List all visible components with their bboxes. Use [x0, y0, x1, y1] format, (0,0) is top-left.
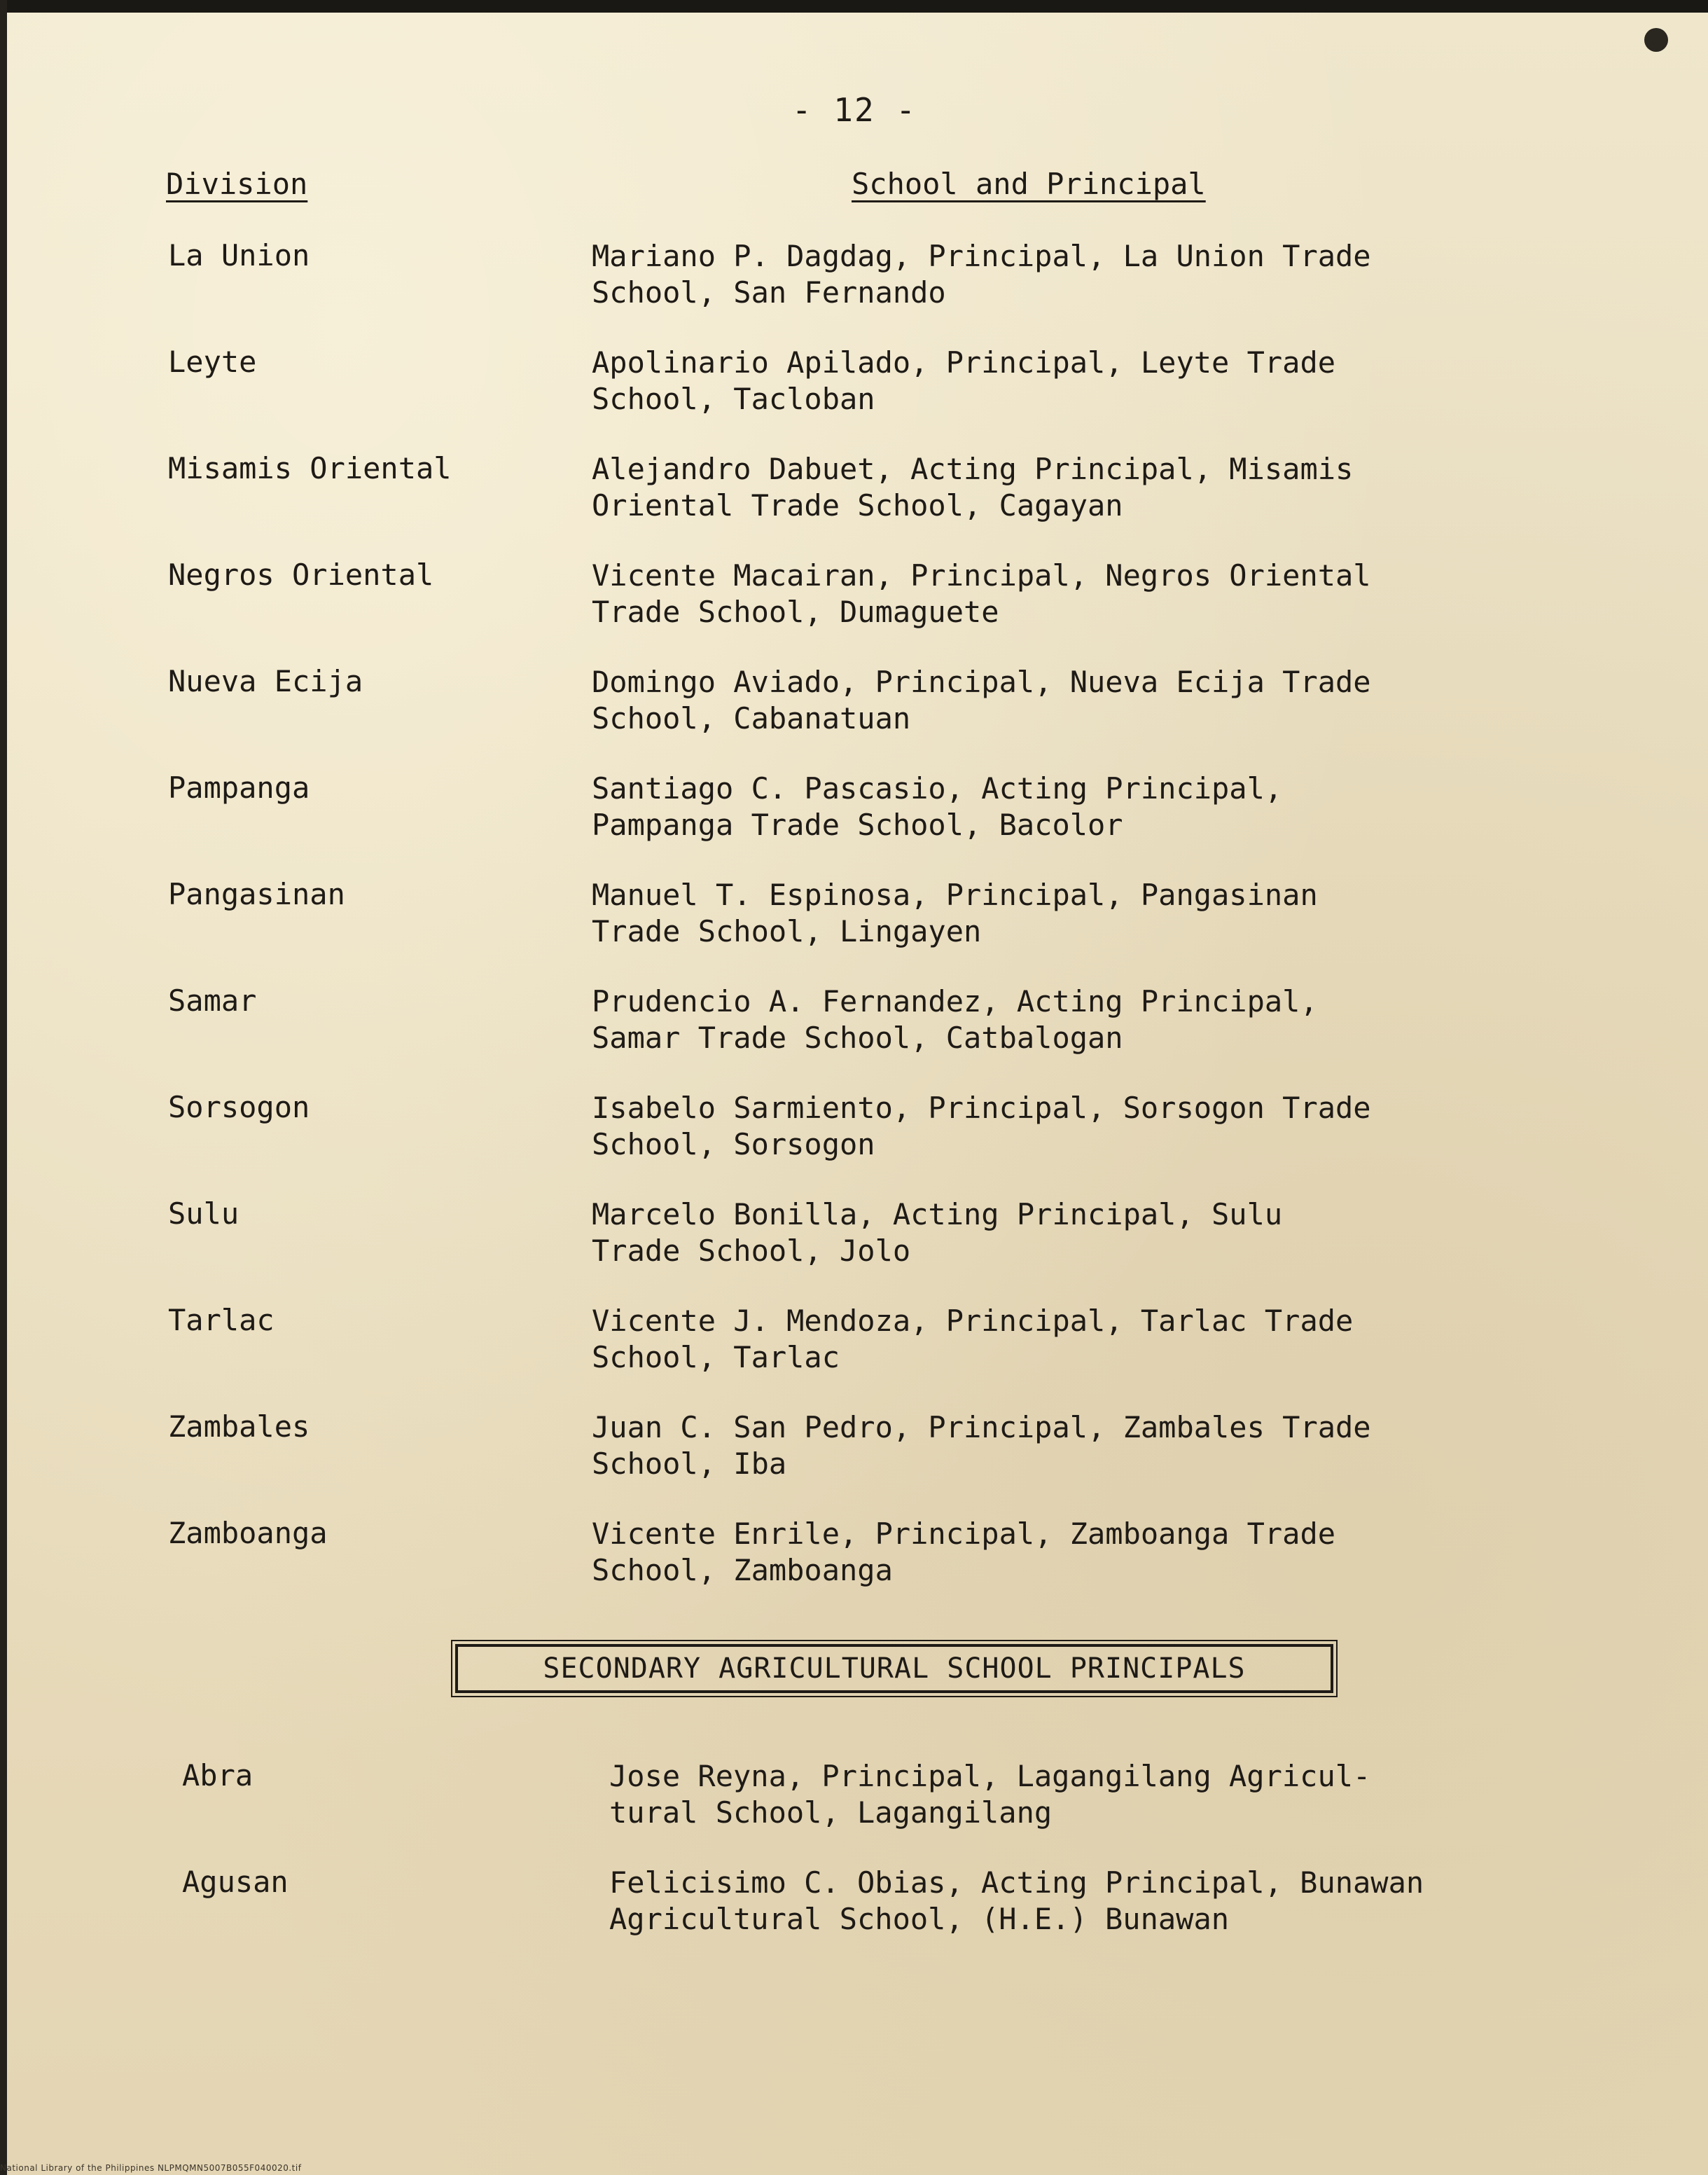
division-name: Pampanga [168, 771, 310, 805]
school-principal: Apolinario Apilado, Principal, Leyte Trade School, Tacloban [592, 345, 1336, 416]
division-name: Nueva Ecija [168, 664, 363, 698]
school-principal: Santiago C. Pascasio, Acting Principal, Pampanga Trade School, Bacolor [592, 771, 1283, 842]
division-name: Misamis Oriental [168, 451, 452, 485]
list-item [0, 558, 1708, 664]
division-name: Zamboanga [168, 1516, 328, 1550]
list-item [0, 1090, 1708, 1196]
archive-footer-credit: National Library of the Philippines NLPMQMN5007B055F040020.tif [0, 2163, 302, 2173]
school-principal: Isabelo Sarmiento, Principal, Sorsogon Trade School, Sorsogon [592, 1091, 1371, 1161]
division-name: La Union [168, 238, 310, 272]
division-name: Agusan [182, 1865, 289, 1899]
school-principal: Felicisimo C. Obias, Acting Principal, Bunawan Agricultural School, (H.E.) Bunawan [609, 1865, 1424, 1936]
list-item [0, 877, 1708, 983]
division-name: Pangasinan [168, 877, 345, 911]
list-item [0, 664, 1708, 771]
school-principal: Juan C. San Pedro, Principal, Zambales Trade School, Iba [592, 1410, 1371, 1481]
list-item [0, 1409, 1708, 1516]
list-item [0, 345, 1708, 451]
school-principal: Alejandro Dabuet, Acting Principal, Misamis Oriental Trade School, Cagayan [592, 452, 1354, 523]
school-principal: Marcelo Bonilla, Acting Principal, Sulu Trade School, Jolo [592, 1197, 1283, 1268]
list-item [0, 1758, 1708, 1865]
school-principal: Jose Reyna, Principal, Lagangilang Agricul- tural School, Lagangilang [609, 1759, 1371, 1830]
punch-hole-icon [1644, 28, 1668, 52]
column-header-division: Division [166, 167, 308, 201]
school-principal: Vicente J. Mendoza, Principal, Tarlac Trade School, Tarlac [592, 1304, 1354, 1374]
school-principal: Mariano P. Dagdag, Principal, La Union Trade School, San Fernando [592, 239, 1371, 310]
school-principal: Vicente Enrile, Principal, Zamboanga Trade School, Zamboanga [592, 1517, 1336, 1587]
school-principal: Manuel T. Espinosa, Principal, Pangasinan Trade School, Lingayen [592, 878, 1318, 948]
list-item [0, 1865, 1708, 1971]
list-item [0, 1196, 1708, 1303]
page-number: - 12 - [791, 91, 917, 129]
division-name: Sulu [168, 1196, 239, 1231]
division-name: Samar [168, 983, 257, 1018]
school-principal: Domingo Aviado, Principal, Nueva Ecija Trade School, Cabanatuan [592, 665, 1371, 736]
division-name: Zambales [168, 1409, 310, 1444]
division-name: Tarlac [168, 1303, 275, 1337]
scan-edge-top [0, 0, 1708, 13]
division-name: Sorsogon [168, 1090, 310, 1124]
list-item [0, 1516, 1708, 1622]
agricultural-school-list [0, 1758, 1708, 1971]
trade-school-list [0, 238, 1708, 1622]
list-item [0, 983, 1708, 1090]
division-name: Leyte [168, 345, 257, 379]
school-principal: Prudencio A. Fernandez, Acting Principal, Samar Trade School, Catbalogan [592, 984, 1318, 1055]
division-name: Abra [182, 1758, 254, 1793]
list-item [0, 238, 1708, 345]
division-name: Negros Oriental [168, 558, 434, 592]
list-item [0, 1303, 1708, 1409]
column-header-school-and-principal: School and Principal [852, 167, 1206, 201]
list-item [0, 771, 1708, 877]
list-item [0, 451, 1708, 558]
school-principal: Vicente Macairan, Principal, Negros Oriental Trade School, Dumaguete [592, 558, 1371, 629]
section-heading-agricultural: SECONDARY AGRICULTURAL SCHOOL PRINCIPALS [455, 1644, 1333, 1693]
